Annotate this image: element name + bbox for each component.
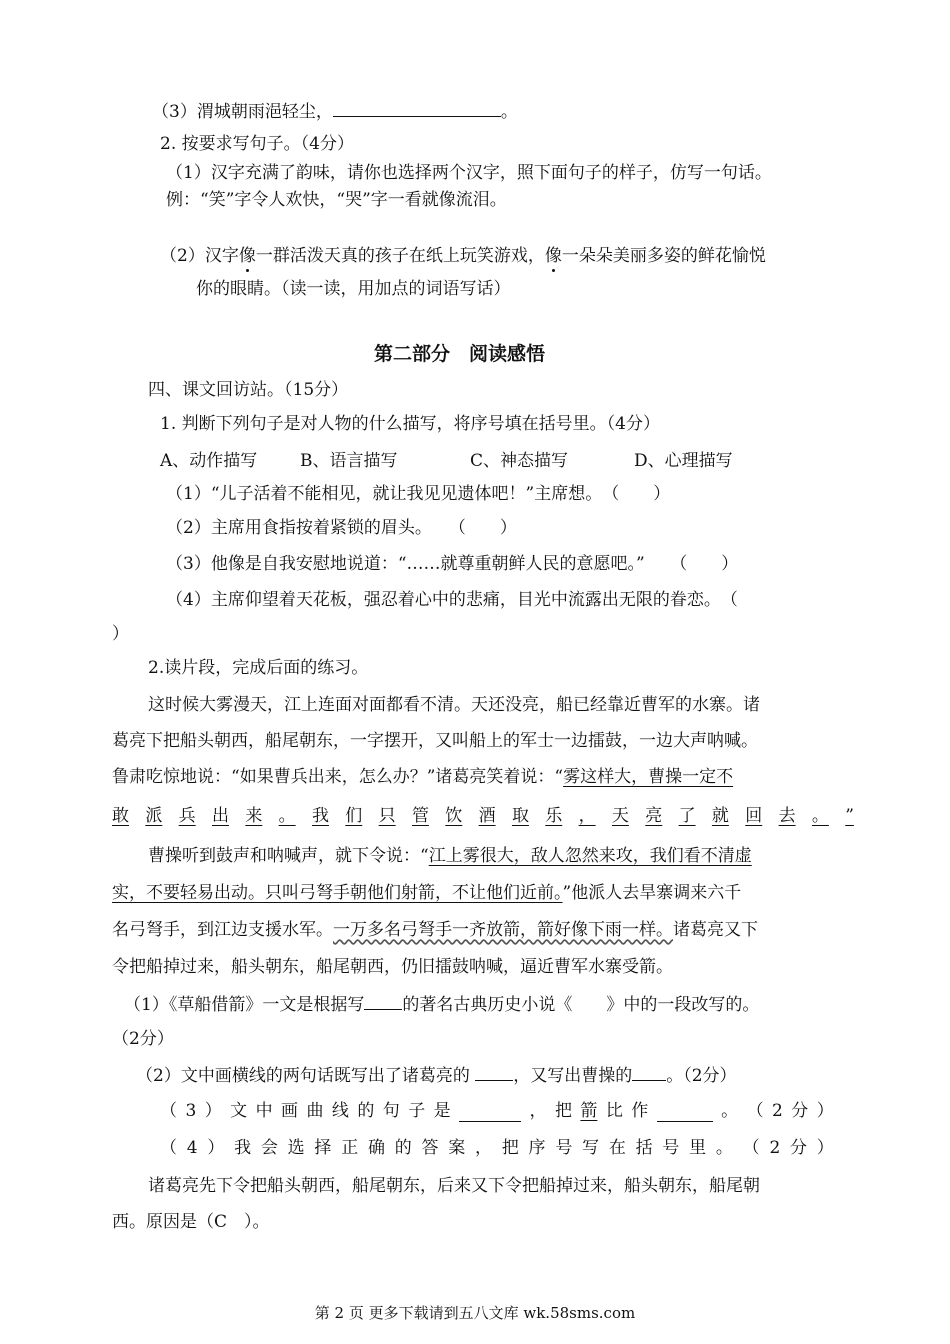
- underlined-sentence: 江上雾很大，敌人忽然来攻，我们看不清虚: [428, 846, 752, 866]
- question-1-score: （2分）: [112, 1029, 174, 1049]
- passage-line: 这时候大雾漫天，江上连面对面都看不清。天还没亮，船已经靠近曹军的水寨。诸: [148, 695, 760, 715]
- question-1: （1）《草船借箭》一文是根据写 的著名古典历史小说《 》中的一段改写的。: [124, 995, 760, 1015]
- spaced-char: 酒: [478, 806, 496, 826]
- q4-1-item: （4）主席仰望着天花板，强忍着心中的悲痛，目光中流露出无限的眷恋。 （: [166, 590, 738, 610]
- spaced-char: 来: [245, 806, 263, 826]
- spaced-char: 我: [311, 806, 329, 826]
- passage-line: 葛亮下把船头朝西，船尾朝东，一字摆开，又叫船上的军士一边擂鼓，一边大声呐喊。: [112, 731, 758, 751]
- spaced-char: （: [742, 1138, 760, 1158]
- answer-blank[interactable]: [632, 1064, 666, 1081]
- spaced-char: 案: [448, 1138, 466, 1158]
- spaced-char: （: [160, 1138, 177, 1158]
- passage-line: 令把船掉过来，船头朝东，船尾朝西，仍旧擂鼓呐喊，逼近曹军水寨受箭。: [112, 957, 673, 977]
- underlined-char: 箭: [580, 1101, 598, 1121]
- spaced-char: 。: [721, 1101, 739, 1121]
- spaced-char: 择: [314, 1138, 332, 1158]
- spaced-char: 的: [357, 1101, 375, 1121]
- page-footer: 第 2 页 更多下载请到五八文库 wk.58sms.com: [314, 1304, 636, 1322]
- answer-blank[interactable]: [364, 993, 402, 1010]
- spaced-char: 文: [230, 1101, 248, 1121]
- q2-2-prompt: （2）汉字像一群活泼天真的孩子在纸上玩笑游戏，像一朵朵美丽多姿的鲜花愉悦: [160, 246, 766, 266]
- q4-1-item: （2）主席用食指按着紧锁的眉头。 （ ）: [166, 518, 517, 538]
- passage-line: 实，不要轻易出动。只叫弓弩手朝他们射箭，不让他们近前。”他派人去旱寨调来六千: [112, 883, 742, 903]
- q2-heading: 2. 按要求写句子。（4分）: [160, 134, 354, 154]
- spaced-char: ，: [475, 1138, 493, 1158]
- spaced-char: 括: [635, 1138, 653, 1158]
- spaced-char: ）: [207, 1138, 225, 1158]
- spaced-char: 比: [605, 1101, 623, 1121]
- underlined-sentence-justified: [112, 805, 854, 827]
- dotted-char: 像: [544, 246, 562, 266]
- q4-1-item: （1）“儿子活着不能相见，就让我见见遗体吧！”主席想。 （ ）: [166, 484, 671, 504]
- spaced-char: 中: [255, 1101, 273, 1121]
- q3-text: （3）渭城朝雨浥轻尘，: [152, 102, 333, 122]
- spaced-char: 答: [421, 1138, 439, 1158]
- spaced-char: 把: [501, 1138, 519, 1158]
- q4-2-prompt: 2.读片段，完成后面的练习。: [148, 658, 369, 678]
- spaced-char: ）: [816, 1138, 834, 1158]
- question-2: （2）文中画横线的两句话既写出了诸葛亮的 ，又写出曹操的 。（2分）: [136, 1066, 737, 1086]
- spaced-char: 画: [281, 1101, 299, 1121]
- option-c: C、神态描写: [470, 451, 569, 471]
- spaced-char: 写: [582, 1138, 600, 1158]
- spaced-char: ，: [529, 1101, 547, 1121]
- underlined-sentence: 雾这样大，曹操一定不: [563, 767, 734, 787]
- spaced-char: 管: [411, 806, 429, 826]
- spaced-char: 会: [260, 1138, 278, 1158]
- spaced-char: 了: [678, 806, 696, 826]
- spaced-char: 敢: [112, 806, 129, 826]
- question-4-body: 诸葛亮先下令把船头朝西，船尾朝东，后来又下令把船掉过来，船头朝东，船尾朝: [148, 1176, 760, 1196]
- spaced-char: 2: [769, 1138, 781, 1158]
- spaced-char: 就: [711, 806, 729, 826]
- spaced-char: 里: [689, 1138, 707, 1158]
- spaced-char: 4: [186, 1138, 198, 1158]
- spaced-char: 确: [367, 1138, 385, 1158]
- spaced-char: 线: [331, 1101, 349, 1121]
- spaced-char: 的: [394, 1138, 412, 1158]
- spaced-char: 去: [778, 806, 796, 826]
- spaced-char: 号: [662, 1138, 680, 1158]
- spaced-char: 。: [811, 806, 829, 826]
- section4-heading: 四、课文回访站。（15分）: [148, 380, 349, 400]
- spaced-char: 在: [608, 1138, 626, 1158]
- spaced-char: 我: [234, 1138, 252, 1158]
- spaced-char: 兵: [178, 806, 196, 826]
- spaced-char: ）: [204, 1101, 222, 1121]
- question-4: [160, 1137, 834, 1159]
- option-d: D、心理描写: [634, 451, 733, 471]
- q2-1-prompt: （1）汉字充满了韵味，请你也选择两个汉字，照下面句子的样子，仿写一句话。: [166, 163, 772, 183]
- spaced-char: 分: [790, 1138, 808, 1158]
- spaced-char: 号: [555, 1138, 573, 1158]
- spaced-char: 。: [278, 806, 296, 826]
- q2-2-prompt-line2: 你的眼睛。（读一读，用加点的词语写话）: [196, 279, 511, 299]
- question-3: [160, 1100, 834, 1122]
- spaced-char: ）: [816, 1101, 834, 1121]
- q4-1-prompt: 1. 判断下列句子是对人物的什么描写，将序号填在括号里。（4分）: [160, 414, 660, 434]
- q4-1-item: （3）他像是自我安慰地说道：“……就尊重朝鲜人民的意愿吧。” （ ）: [166, 554, 739, 574]
- spaced-char: 把: [554, 1101, 572, 1121]
- spaced-char: 们: [345, 806, 363, 826]
- spaced-char: ”: [845, 806, 854, 826]
- spaced-char: 回: [745, 806, 763, 826]
- passage-line: 鲁肃吃惊地说：“如果曹兵出来，怎么办？”诸葛亮笑着说：“雾这样大，曹操一定不: [112, 767, 734, 787]
- spaced-char: 。: [715, 1138, 733, 1158]
- answer-blank[interactable]: [459, 1105, 521, 1122]
- spaced-char: 是: [433, 1101, 451, 1121]
- spaced-char: 正: [341, 1138, 359, 1158]
- spaced-char: 饮: [445, 806, 463, 826]
- spaced-char: 出: [211, 806, 229, 826]
- spaced-char: 分: [791, 1101, 809, 1121]
- spaced-char: 句: [382, 1101, 400, 1121]
- q4-1-item-tail: ）: [112, 624, 129, 644]
- spaced-char: 取: [511, 806, 529, 826]
- part2-title: 第二部分 阅读感悟: [374, 343, 546, 365]
- underlined-sentence: 实，不要轻易出动。只叫弓弩手朝他们射箭，不让他们近前。: [112, 883, 563, 903]
- option-b: B、语言描写: [300, 451, 398, 471]
- spaced-char: 曲: [306, 1101, 324, 1121]
- spaced-char: 子: [408, 1101, 426, 1121]
- q3-answer-blank[interactable]: [333, 100, 501, 117]
- spaced-char: 3: [185, 1101, 197, 1121]
- q3-line: （3）渭城朝雨浥轻尘， 。: [152, 102, 518, 122]
- spaced-char: （: [160, 1101, 177, 1121]
- answer-blank[interactable]: [657, 1105, 713, 1122]
- question-4-body-line2: 西。原因是（C ）。: [112, 1212, 270, 1232]
- spaced-char: 亮: [645, 806, 663, 826]
- wavy-underlined-sentence: 一万多名弓弩手一齐放箭，箭好像下雨一样。: [333, 920, 673, 940]
- passage-line: 曹操听到鼓声和呐喊声，就下令说：“江上雾很大，敌人忽然来攻，我们看不清虚: [148, 846, 752, 866]
- answer-blank[interactable]: [475, 1064, 513, 1081]
- spaced-char: 乐: [545, 806, 563, 826]
- spaced-char: 派: [145, 806, 163, 826]
- spaced-char: （: [746, 1101, 764, 1121]
- q2-1-example: 例：“笑”字令人欢快，“哭”字一看就像流泪。: [166, 190, 507, 210]
- passage-line: 名弓弩手，到江边支援水军。一万多名弓弩手一齐放箭，箭好像下雨一样。诸葛亮又下: [112, 920, 758, 940]
- option-a: A、动作描写: [160, 451, 258, 471]
- spaced-char: 序: [528, 1138, 546, 1158]
- dotted-char: 像: [238, 246, 256, 266]
- spaced-char: 选: [287, 1138, 305, 1158]
- spaced-char: 作: [631, 1101, 649, 1121]
- spaced-char: 只: [378, 806, 396, 826]
- spaced-char: 天: [611, 806, 629, 826]
- spaced-char: 2: [772, 1101, 783, 1121]
- spaced-char: ，: [578, 806, 596, 826]
